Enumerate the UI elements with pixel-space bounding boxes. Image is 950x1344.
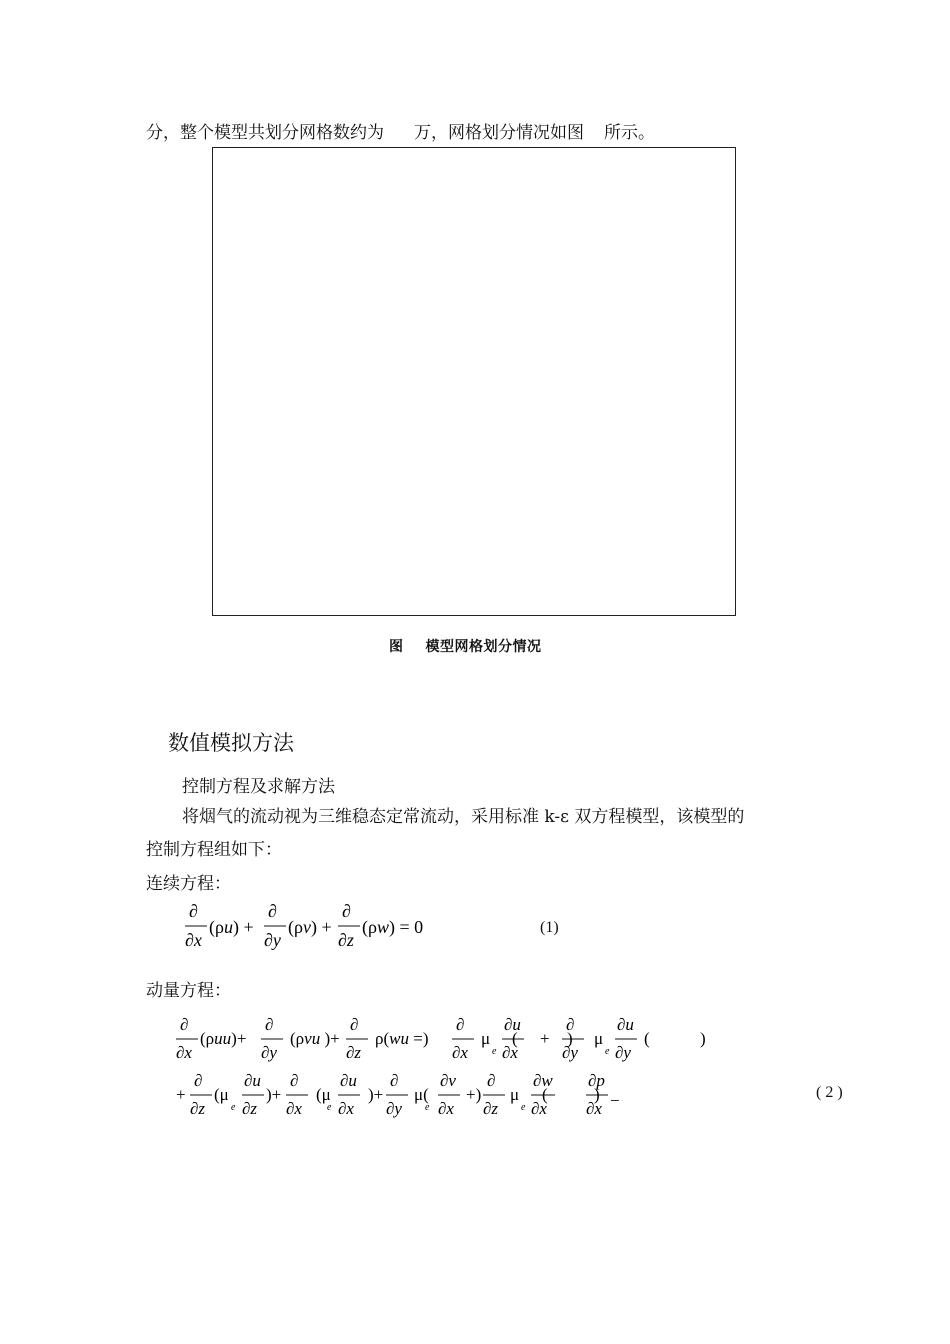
svg-text:∂: ∂ (342, 901, 351, 921)
svg-text:∂y: ∂y (261, 1043, 277, 1062)
svg-text:μ: μ (481, 1029, 491, 1048)
svg-text:e: e (521, 1102, 526, 1113)
figure-caption-prefix: 图 (389, 639, 404, 655)
momentum-label: 动量方程： (146, 981, 231, 1001)
svg-text:+: + (176, 1085, 186, 1104)
continuity-equation (0, 895, 950, 965)
svg-text:∂u: ∂u (504, 1015, 521, 1034)
svg-text:∂w: ∂w (533, 1071, 553, 1090)
svg-text:−: − (610, 1091, 620, 1110)
svg-text:∂y: ∂y (562, 1043, 578, 1062)
svg-text:)+: )+ (266, 1085, 282, 1104)
svg-text:(ρv) +: (ρv) + (288, 917, 332, 937)
svg-text:e: e (492, 1046, 497, 1057)
svg-text:∂: ∂ (290, 1071, 299, 1090)
svg-text:∂p: ∂p (588, 1071, 605, 1090)
svg-text:∂: ∂ (566, 1015, 575, 1034)
svg-text:∂x: ∂x (586, 1099, 602, 1118)
section-title: 数值模拟方法 (168, 731, 294, 755)
svg-text:∂v: ∂v (440, 1071, 456, 1090)
svg-text:∂y: ∂y (615, 1043, 631, 1062)
svg-text:(: ( (644, 1029, 650, 1048)
continuity-label: 连续方程： (146, 874, 231, 894)
svg-text:∂: ∂ (189, 901, 198, 921)
svg-text:∂u: ∂u (617, 1015, 634, 1034)
figure-caption (389, 636, 542, 656)
svg-text:∂x: ∂x (438, 1099, 454, 1118)
svg-text:∂z: ∂z (242, 1099, 258, 1118)
svg-text:∂x: ∂x (176, 1043, 192, 1062)
svg-text:∂: ∂ (390, 1071, 399, 1090)
svg-text:∂: ∂ (268, 901, 277, 921)
svg-text:∂u: ∂u (340, 1071, 357, 1090)
svg-text:): ) (700, 1029, 706, 1048)
svg-text:(μ: (μ (316, 1085, 331, 1104)
svg-text:∂: ∂ (265, 1015, 274, 1034)
svg-text:(: ( (542, 1085, 548, 1104)
svg-text:∂x: ∂x (338, 1099, 354, 1118)
svg-text:∂z: ∂z (190, 1099, 206, 1118)
svg-text:∂: ∂ (350, 1015, 359, 1034)
svg-text:∂z: ∂z (346, 1043, 362, 1062)
svg-text:∂y: ∂y (264, 930, 281, 950)
svg-text:∂x: ∂x (531, 1099, 547, 1118)
svg-text:+: + (540, 1029, 550, 1048)
svg-text:∂x: ∂x (452, 1043, 468, 1062)
intro-part2: 万，网格划分情况如图 (414, 123, 584, 143)
svg-text:(ρuu)+: (ρuu)+ (200, 1029, 247, 1048)
svg-text:(ρw) = 0: (ρw) = 0 (362, 917, 424, 937)
svg-text:e: e (327, 1102, 332, 1113)
svg-text:∂x: ∂x (286, 1099, 302, 1118)
svg-text:∂z: ∂z (338, 930, 354, 950)
subsection-title: 控制方程及求解方法 (182, 777, 335, 797)
svg-text:(ρvu )+: (ρvu )+ (290, 1029, 340, 1048)
svg-text:∂: ∂ (456, 1015, 465, 1034)
svg-text:μ: μ (594, 1029, 604, 1048)
svg-text:∂: ∂ (194, 1071, 203, 1090)
svg-text:∂x: ∂x (185, 930, 202, 950)
svg-text:(μ: (μ (214, 1085, 229, 1104)
svg-text:(ρu) +: (ρu) + (209, 917, 254, 937)
continuity-equation-number: (1) (540, 919, 559, 936)
intro-line (146, 118, 655, 143)
svg-text:∂x: ∂x (502, 1043, 518, 1062)
figure-caption-text: 模型网格划分情况 (425, 639, 542, 655)
svg-text:e: e (425, 1102, 430, 1113)
svg-text:+): +) (466, 1085, 482, 1104)
svg-text:)+: )+ (368, 1085, 384, 1104)
intro-part3: 所示。 (604, 123, 655, 143)
svg-text:∂: ∂ (487, 1071, 496, 1090)
paragraph-line-2: 控制方程组如下： (146, 840, 282, 860)
mesh-figure-frame (212, 147, 736, 616)
svg-text:e: e (231, 1102, 236, 1113)
svg-text:∂: ∂ (180, 1015, 189, 1034)
svg-text:): ) (594, 1085, 600, 1104)
svg-text:e: e (605, 1046, 610, 1057)
svg-text:μ(: μ( (414, 1085, 429, 1104)
svg-text:(: ( (512, 1029, 518, 1048)
paragraph-line-1: 将烟气的流动视为三维稳态定常流动，采用标准 k-ε 双方程模型，该模型的 (182, 807, 745, 827)
intro-part1: 分，整个模型共划分网格数约为 (146, 123, 384, 143)
svg-text:ρ(wu =): ρ(wu =) (375, 1029, 429, 1048)
momentum-equation (0, 1008, 950, 1128)
svg-text:∂y: ∂y (386, 1099, 402, 1118)
svg-text:): ) (567, 1029, 573, 1048)
svg-text:∂z: ∂z (483, 1099, 499, 1118)
momentum-equation-number: ( 2 ) (816, 1084, 843, 1101)
svg-text:μ: μ (510, 1085, 520, 1104)
svg-text:∂u: ∂u (244, 1071, 261, 1090)
